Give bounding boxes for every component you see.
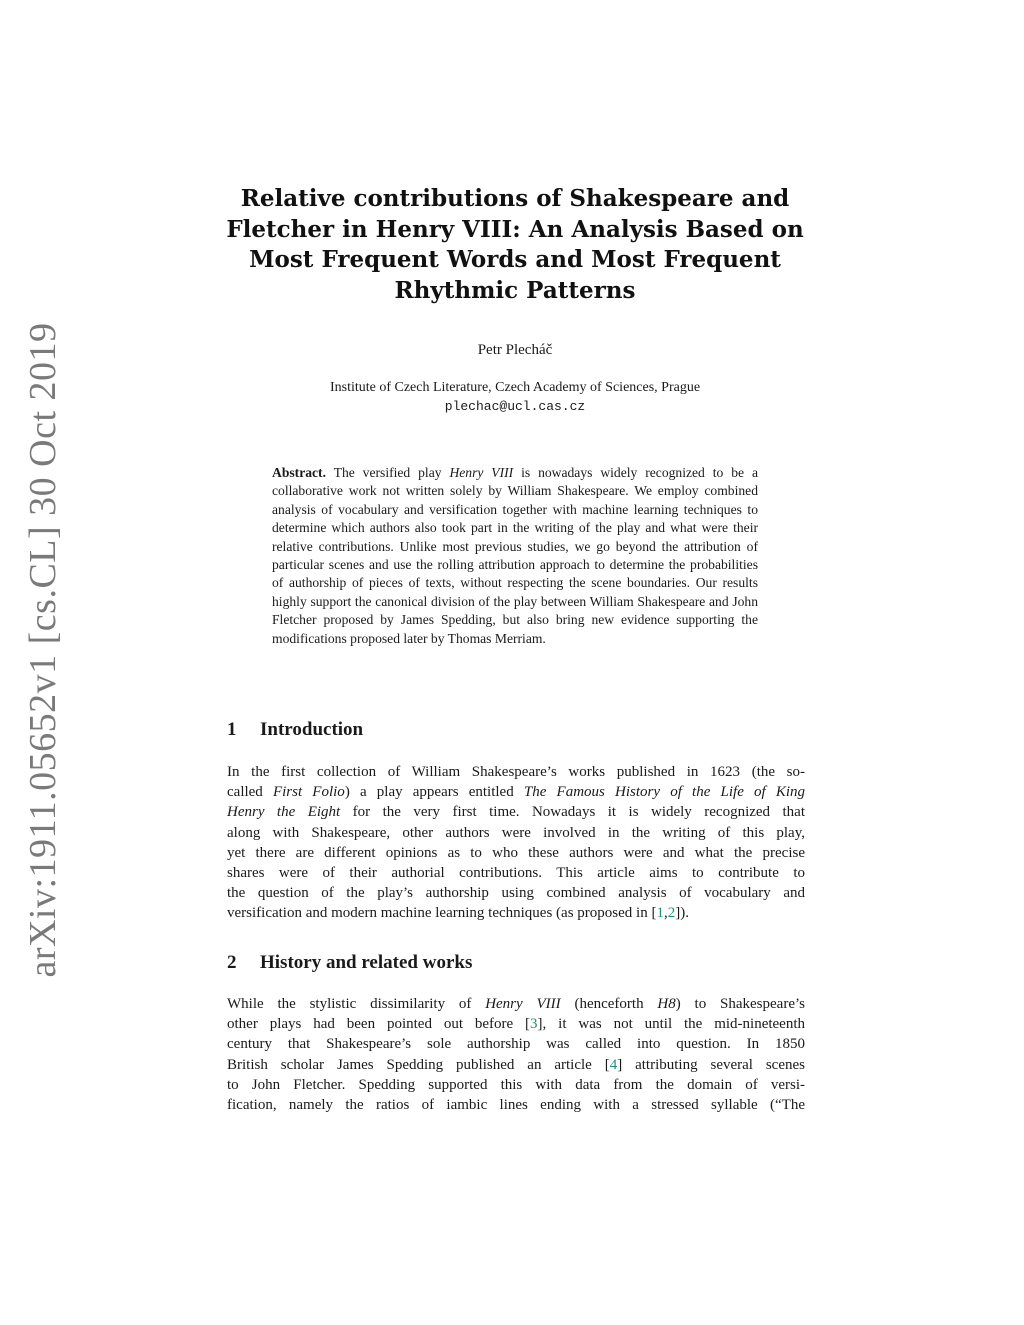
abstract-text: The versified play <box>325 465 450 480</box>
section-title: History and related works <box>260 952 473 973</box>
title-line: Most Frequent Words and Most Frequent <box>249 246 781 273</box>
text-line: other plays had been pointed out before [3], it was not until the mid-nineteenth <box>227 1016 805 1033</box>
introduction-paragraph <box>227 762 805 924</box>
text-line: In the first collection of William Shakespeare’s works published in 1623 (the so- <box>227 764 805 780</box>
citation-link[interactable]: 2 <box>667 905 676 922</box>
text-line: yet there are different opinions as to who these authors were and what the precise <box>227 844 805 861</box>
author-name: Petr Plecháč <box>477 342 553 358</box>
abstract-text: is nowadays widely recognized to be a collaborative work not written solely by William Shakespeare. We employ combined analysis of vocabulary and versification together with machine learning techniques to determine which authors also took part in the writing of the play and what were their relative contributions. Unlike most previous studies, we go beyond the attribution of particular scenes and use the rolling attribution approach to determine the probabilities of authorship of pieces of texts, without respecting the scene boundaries. Our results highly support the canonical division of the play between William Shakespeare and John Fletcher proposed by James Spedding, but also bring new evidence supporting the modifications proposed later by Thomas Merriam. <box>272 465 758 646</box>
title-line: Relative contributions of Shakespeare and <box>240 185 790 212</box>
citation-link[interactable]: 4 <box>609 1056 618 1073</box>
text-line: fication, namely the ratios of iambic lines ending with a stressed syllable (“The <box>227 1096 805 1113</box>
text-line: Henry the Eight for the very first time. Nowadays it is widely recognized that <box>227 804 805 821</box>
text-line: the question of the play’s authorship using combined analysis of vocabulary and <box>227 885 805 902</box>
section-number: 1 <box>227 719 237 740</box>
history-paragraph <box>227 994 805 1115</box>
abstract <box>272 464 758 648</box>
citation-link[interactable]: 3 <box>530 1016 538 1033</box>
title-line: Rhythmic Patterns <box>394 276 636 304</box>
section-title: Introduction <box>260 719 364 740</box>
text-line: shares were of their authorial contributions. This article aims to contribute to <box>227 864 805 881</box>
text-line: British scholar James Spedding published an article [4] attributing several scenes <box>227 1056 805 1073</box>
text-line: century that Shakespeare’s sole authorship was called into question. In 1850 <box>227 1036 805 1053</box>
text-line: to John Fletcher. Spedding supported this with data from the domain of versi- <box>227 1076 805 1093</box>
arxiv-stamp: arXiv:1911.05652v1 [cs.CL] 30 Oct 2019 <box>22 322 64 978</box>
abstract-emphasis: Henry VIII <box>449 465 514 480</box>
author-email: plechac@ucl.cas.cz <box>444 399 586 414</box>
affiliation: Institute of Czech Literature, Czech Academy of Sciences, Prague <box>329 380 701 395</box>
text-line: along with Shakespeare, other authors were involved in the writing of this play, <box>227 824 805 841</box>
text-line: called First Folio) a play appears entitled The Famous History of the Life of King <box>227 784 806 801</box>
section-number: 2 <box>227 952 237 973</box>
text-line: versification and modern machine learning techniques (as proposed in [1,2]). <box>227 905 689 922</box>
paper-title <box>200 184 830 306</box>
text-line: While the stylistic dissimilarity of Henry VIII (henceforth H8) to Shakespeare’s <box>227 996 805 1012</box>
abstract-label: Abstract. <box>272 465 326 480</box>
title-line: Fletcher in Henry VIII: An Analysis Based on <box>226 215 804 243</box>
affiliation-block <box>200 378 830 416</box>
citation-link[interactable]: 1 <box>656 905 664 922</box>
section-heading-history <box>227 952 472 974</box>
section-heading-introduction <box>227 719 363 741</box>
